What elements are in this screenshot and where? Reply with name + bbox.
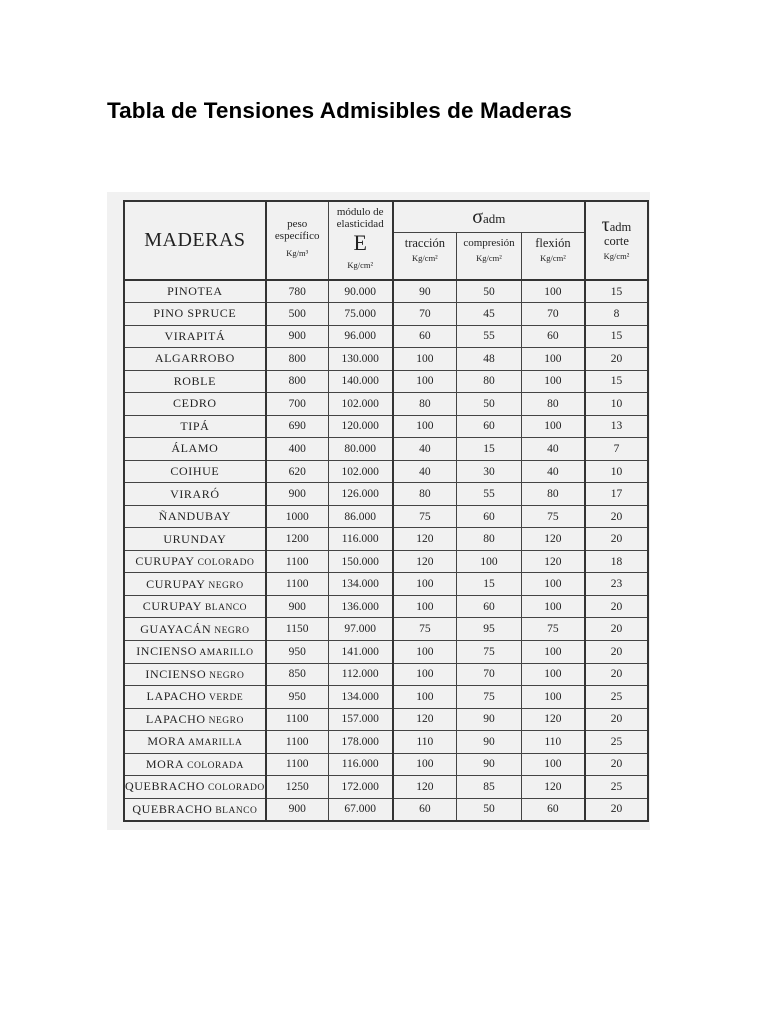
wood-qualifier: BLANCO <box>212 805 258 816</box>
table-row <box>124 280 648 303</box>
wood-qualifier: COLORADO <box>194 558 255 569</box>
modulo-cell: 86.000 <box>328 505 393 528</box>
corte-cell: 20 <box>585 753 648 776</box>
header-maderas: MADERAS <box>124 201 266 280</box>
corte-cell: 20 <box>585 348 648 371</box>
wood-name-cell <box>124 550 266 573</box>
traccion-cell: 75 <box>393 618 457 641</box>
compresion-cell: 15 <box>457 438 522 461</box>
flexion-cell: 60 <box>521 325 585 348</box>
corte-cell: 15 <box>585 325 648 348</box>
flexion-cell: 40 <box>521 460 585 483</box>
wood-qualifier: COLORADA <box>184 760 244 771</box>
flexion-cell: 100 <box>521 641 585 664</box>
compresion-cell: 90 <box>457 708 522 731</box>
traccion-cell: 100 <box>393 686 457 709</box>
header-traccion-label: tracción <box>404 236 446 250</box>
modulo-cell: 130.000 <box>328 348 393 371</box>
traccion-cell: 40 <box>393 460 457 483</box>
corte-cell: 20 <box>585 798 648 821</box>
peso-cell: 1100 <box>266 550 328 573</box>
table-row <box>124 370 648 393</box>
wood-name-cell <box>124 573 266 596</box>
table-row <box>124 573 648 596</box>
peso-cell: 800 <box>266 348 328 371</box>
header-peso <box>266 201 328 280</box>
wood-name: MORA <box>145 756 185 771</box>
modulo-cell: 75.000 <box>328 303 393 326</box>
wood-name: ÑANDUBAY <box>158 509 232 524</box>
header-compresion <box>457 233 522 281</box>
compresion-cell: 80 <box>457 370 522 393</box>
header-compresion-unit: Kg/cm² <box>476 253 502 263</box>
table-row <box>124 731 648 754</box>
table-row <box>124 325 648 348</box>
traccion-cell: 100 <box>393 370 457 393</box>
flexion-cell: 100 <box>521 595 585 618</box>
modulo-cell: 102.000 <box>328 393 393 416</box>
corte-cell: 23 <box>585 573 648 596</box>
flexion-cell: 110 <box>521 731 585 754</box>
compresion-cell: 85 <box>457 776 522 799</box>
wood-stress-table <box>123 200 649 822</box>
table-row <box>124 528 648 551</box>
table-row <box>124 708 648 731</box>
table-row <box>124 753 648 776</box>
compresion-cell: 75 <box>457 641 522 664</box>
traccion-cell: 60 <box>393 798 457 821</box>
traccion-cell: 100 <box>393 348 457 371</box>
peso-cell: 780 <box>266 280 328 303</box>
wood-name: CURUPAY <box>142 599 203 614</box>
peso-cell: 800 <box>266 370 328 393</box>
peso-cell: 500 <box>266 303 328 326</box>
compresion-cell: 90 <box>457 753 522 776</box>
table-row <box>124 460 648 483</box>
peso-cell: 1150 <box>266 618 328 641</box>
peso-cell: 1200 <box>266 528 328 551</box>
wood-name: VIRARÓ <box>170 486 220 501</box>
wood-qualifier: AMARILLO <box>197 648 254 659</box>
table-body <box>124 280 648 821</box>
wood-name-cell <box>124 618 266 641</box>
wood-name: CEDRO <box>173 396 217 411</box>
wood-qualifier: BLANCO <box>202 603 247 614</box>
compresion-cell: 75 <box>457 686 522 709</box>
table-row <box>124 348 648 371</box>
wood-name: PINO SPRUCE <box>153 306 237 321</box>
tau-sub: adm <box>609 220 632 234</box>
modulo-cell: 141.000 <box>328 641 393 664</box>
header-corte-unit: Kg/cm² <box>603 251 630 261</box>
sigma-sub: adm <box>482 210 506 226</box>
corte-cell: 20 <box>585 528 648 551</box>
traccion-cell: 100 <box>393 573 457 596</box>
traccion-cell: 80 <box>393 393 457 416</box>
traccion-cell: 40 <box>393 438 457 461</box>
corte-cell: 17 <box>585 483 648 506</box>
wood-name-cell <box>124 708 266 731</box>
modulo-cell: 126.000 <box>328 483 393 506</box>
compresion-cell: 95 <box>457 618 522 641</box>
header-compresion-label: compresión <box>463 237 515 249</box>
corte-cell: 15 <box>585 280 648 303</box>
table-row <box>124 618 648 641</box>
wood-qualifier: VERDE <box>206 693 244 704</box>
peso-cell: 690 <box>266 415 328 438</box>
corte-cell: 15 <box>585 370 648 393</box>
peso-cell: 1100 <box>266 708 328 731</box>
corte-cell: 20 <box>585 505 648 528</box>
traccion-cell: 100 <box>393 595 457 618</box>
header-traccion-unit: Kg/cm² <box>412 253 438 263</box>
peso-cell: 950 <box>266 641 328 664</box>
wood-name: ALGARROBO <box>154 351 235 366</box>
wood-qualifier: NEGRO <box>205 580 244 591</box>
wood-name-cell <box>124 528 266 551</box>
wood-name: QUEBRACHO <box>125 779 206 794</box>
traccion-cell: 90 <box>393 280 457 303</box>
peso-cell: 400 <box>266 438 328 461</box>
header-modulo-symbol: E <box>353 230 367 255</box>
traccion-cell: 100 <box>393 641 457 664</box>
compresion-cell: 15 <box>457 573 522 596</box>
traccion-cell: 80 <box>393 483 457 506</box>
modulo-cell: 97.000 <box>328 618 393 641</box>
modulo-cell: 116.000 <box>328 528 393 551</box>
wood-name: VIRAPITÁ <box>164 328 226 343</box>
compresion-cell: 30 <box>457 460 522 483</box>
wood-name-cell <box>124 776 266 799</box>
wood-name: TIPÁ <box>180 418 210 433</box>
table-row <box>124 798 648 821</box>
peso-cell: 950 <box>266 686 328 709</box>
compresion-cell: 100 <box>457 550 522 573</box>
compresion-cell: 50 <box>457 280 522 303</box>
modulo-cell: 116.000 <box>328 753 393 776</box>
table-row <box>124 505 648 528</box>
peso-cell: 1250 <box>266 776 328 799</box>
corte-cell: 25 <box>585 686 648 709</box>
modulo-cell: 90.000 <box>328 280 393 303</box>
corte-cell: 18 <box>585 550 648 573</box>
wood-name: INCIENSO <box>136 644 198 659</box>
flexion-cell: 100 <box>521 663 585 686</box>
flexion-cell: 100 <box>521 280 585 303</box>
modulo-cell: 150.000 <box>328 550 393 573</box>
peso-cell: 700 <box>266 393 328 416</box>
header-modulo-unit: Kg/cm² <box>347 260 374 270</box>
traccion-cell: 120 <box>393 708 457 731</box>
wood-name-cell <box>124 686 266 709</box>
wood-name-cell <box>124 280 266 303</box>
wood-name-cell <box>124 460 266 483</box>
header-traccion <box>393 233 457 281</box>
header-peso-unit: Kg/m³ <box>286 248 309 258</box>
wood-name-cell <box>124 663 266 686</box>
flexion-cell: 60 <box>521 798 585 821</box>
corte-cell: 8 <box>585 303 648 326</box>
wood-name: ROBLE <box>173 373 217 388</box>
peso-cell: 900 <box>266 325 328 348</box>
modulo-cell: 67.000 <box>328 798 393 821</box>
wood-name: CURUPAY <box>135 554 195 569</box>
modulo-cell: 134.000 <box>328 573 393 596</box>
traccion-cell: 110 <box>393 731 457 754</box>
peso-cell: 1100 <box>266 731 328 754</box>
page-title: Tabla de Tensiones Admisibles de Maderas <box>107 98 572 123</box>
compresion-cell: 60 <box>457 415 522 438</box>
corte-cell: 20 <box>585 641 648 664</box>
wood-name: PINOTEA <box>167 284 223 299</box>
modulo-cell: 102.000 <box>328 460 393 483</box>
flexion-cell: 120 <box>521 708 585 731</box>
peso-cell: 1100 <box>266 753 328 776</box>
traccion-cell: 100 <box>393 415 457 438</box>
table-row <box>124 438 648 461</box>
flexion-cell: 100 <box>521 415 585 438</box>
traccion-cell: 100 <box>393 663 457 686</box>
traccion-cell: 120 <box>393 776 457 799</box>
header-flexion-label: flexión <box>535 236 571 250</box>
compresion-cell: 55 <box>457 483 522 506</box>
table-row <box>124 641 648 664</box>
header-flexion <box>521 233 585 281</box>
wood-name: COIHUE <box>170 464 220 479</box>
header-modulo-label: módulo de elasticidad <box>336 206 384 230</box>
wood-name: QUEBRACHO <box>132 801 213 816</box>
corte-cell: 25 <box>585 776 648 799</box>
table-row <box>124 595 648 618</box>
corte-cell: 7 <box>585 438 648 461</box>
wood-name: URUNDAY <box>163 531 227 546</box>
peso-cell: 900 <box>266 798 328 821</box>
modulo-cell: 120.000 <box>328 415 393 438</box>
flexion-cell: 120 <box>521 528 585 551</box>
header-flexion-unit: Kg/cm² <box>540 253 566 263</box>
modulo-cell: 134.000 <box>328 686 393 709</box>
corte-cell: 10 <box>585 393 648 416</box>
wood-name-cell <box>124 303 266 326</box>
wood-qualifier: NEGRO <box>211 625 250 636</box>
corte-cell: 13 <box>585 415 648 438</box>
table-row <box>124 303 648 326</box>
wood-qualifier: NEGRO <box>205 715 244 726</box>
flexion-cell: 120 <box>521 550 585 573</box>
wood-name: INCIENSO <box>145 666 207 681</box>
compresion-cell: 60 <box>457 505 522 528</box>
table-row <box>124 393 648 416</box>
header-modulo <box>328 201 393 280</box>
sigma-symbol: σ <box>472 205 483 228</box>
wood-name-cell <box>124 415 266 438</box>
wood-name: LAPACHO <box>146 689 207 704</box>
modulo-cell: 178.000 <box>328 731 393 754</box>
peso-cell: 900 <box>266 483 328 506</box>
flexion-cell: 100 <box>521 370 585 393</box>
compresion-cell: 90 <box>457 731 522 754</box>
compresion-cell: 80 <box>457 528 522 551</box>
table-row <box>124 415 648 438</box>
peso-cell: 1100 <box>266 573 328 596</box>
flexion-cell: 80 <box>521 393 585 416</box>
traccion-cell: 75 <box>393 505 457 528</box>
flexion-cell: 100 <box>521 573 585 596</box>
corte-cell: 25 <box>585 731 648 754</box>
table-row <box>124 776 648 799</box>
table-row <box>124 550 648 573</box>
header-tau-adm <box>585 201 648 280</box>
wood-name: GUAYACÁN <box>140 621 212 636</box>
wood-qualifier: COLORADO <box>205 783 265 794</box>
compresion-cell: 50 <box>457 798 522 821</box>
wood-name-cell <box>124 370 266 393</box>
wood-qualifier: AMARILLA <box>185 738 243 749</box>
wood-name-cell <box>124 505 266 528</box>
modulo-cell: 112.000 <box>328 663 393 686</box>
wood-name-cell <box>124 325 266 348</box>
corte-cell: 20 <box>585 708 648 731</box>
peso-cell: 850 <box>266 663 328 686</box>
wood-name-cell <box>124 348 266 371</box>
header-peso-label: peso específico <box>274 218 320 242</box>
wood-name: ÁLAMO <box>171 441 219 456</box>
flexion-cell: 40 <box>521 438 585 461</box>
compresion-cell: 55 <box>457 325 522 348</box>
modulo-cell: 172.000 <box>328 776 393 799</box>
table-row <box>124 483 648 506</box>
compresion-cell: 50 <box>457 393 522 416</box>
wood-name: CURUPAY <box>146 576 206 591</box>
wood-qualifier: NEGRO <box>206 670 245 681</box>
traccion-cell: 120 <box>393 528 457 551</box>
table-row <box>124 686 648 709</box>
wood-name: LAPACHO <box>145 711 206 726</box>
flexion-cell: 100 <box>521 348 585 371</box>
peso-cell: 1000 <box>266 505 328 528</box>
traccion-cell: 60 <box>393 325 457 348</box>
compresion-cell: 48 <box>457 348 522 371</box>
wood-name-cell <box>124 731 266 754</box>
compresion-cell: 45 <box>457 303 522 326</box>
traccion-cell: 100 <box>393 753 457 776</box>
flexion-cell: 100 <box>521 686 585 709</box>
compresion-cell: 60 <box>457 595 522 618</box>
traccion-cell: 70 <box>393 303 457 326</box>
modulo-cell: 140.000 <box>328 370 393 393</box>
compresion-cell: 70 <box>457 663 522 686</box>
flexion-cell: 70 <box>521 303 585 326</box>
wood-name-cell <box>124 483 266 506</box>
wood-name-cell <box>124 595 266 618</box>
corte-cell: 10 <box>585 460 648 483</box>
peso-cell: 620 <box>266 460 328 483</box>
flexion-cell: 100 <box>521 753 585 776</box>
corte-cell: 20 <box>585 618 648 641</box>
table-row <box>124 663 648 686</box>
tau-symbol: τ <box>601 214 610 236</box>
header-sigma-adm <box>393 201 585 233</box>
modulo-cell: 136.000 <box>328 595 393 618</box>
traccion-cell: 120 <box>393 550 457 573</box>
flexion-cell: 120 <box>521 776 585 799</box>
modulo-cell: 96.000 <box>328 325 393 348</box>
peso-cell: 900 <box>266 595 328 618</box>
header-corte: corte <box>603 234 629 248</box>
flexion-cell: 75 <box>521 505 585 528</box>
flexion-cell: 75 <box>521 618 585 641</box>
corte-cell: 20 <box>585 595 648 618</box>
modulo-cell: 157.000 <box>328 708 393 731</box>
wood-name-cell <box>124 438 266 461</box>
wood-name-cell <box>124 641 266 664</box>
wood-name-cell <box>124 393 266 416</box>
wood-name-cell <box>124 753 266 776</box>
wood-name-cell <box>124 798 266 821</box>
corte-cell: 20 <box>585 663 648 686</box>
wood-name: MORA <box>147 734 186 749</box>
modulo-cell: 80.000 <box>328 438 393 461</box>
flexion-cell: 80 <box>521 483 585 506</box>
scanned-table-image <box>107 192 650 830</box>
